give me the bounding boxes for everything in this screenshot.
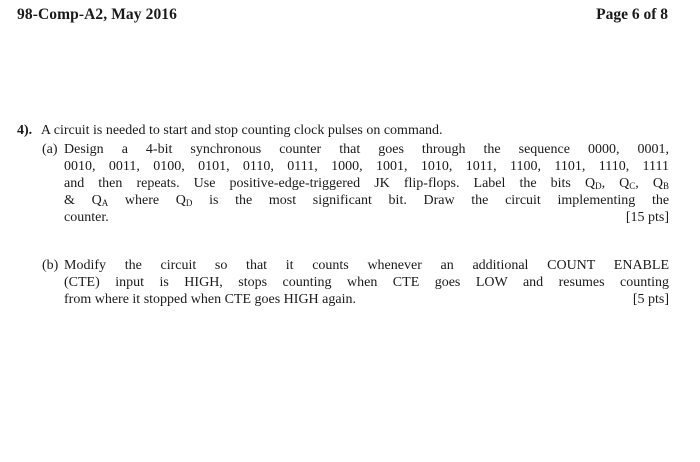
question-number: 4). xyxy=(17,123,33,138)
points-badge: [5 pts] xyxy=(632,292,669,307)
part-body xyxy=(64,141,669,226)
text-line: Modify the circuit so that it counts whenever an additional COUNT ENABLE xyxy=(64,258,669,273)
text-line: & $Q_A$ where $Q_D$ is the most significant bit. Draw the circuit implementing the xyxy=(64,193,670,208)
question-part-a xyxy=(42,141,669,226)
bit-label-qb: $Q_B$ xyxy=(652,176,670,191)
text-line: (CTE) input is HIGH, stops counting when CTE goes LOW and resumes counting xyxy=(64,275,669,290)
part-body xyxy=(64,257,669,308)
text-fragment: and then repeats. Use positive-edge-triggered JK flip-flops. Label the bits xyxy=(64,176,571,191)
part-label: (a) xyxy=(42,142,58,157)
text-line: Design a 4-bit synchronous counter that goes through the sequence 0000, 0001, xyxy=(64,142,669,157)
text-line: counter. [15 pts] xyxy=(64,210,669,225)
text-line xyxy=(64,175,669,192)
text-line: from where it stopped when CTE goes HIGH again. [5 pts] xyxy=(64,292,669,307)
text-line: 0010, 0011, 0100, 0101, 0110, 0111, 1000, 1001, 1010, 1011, 1100, 1101, 1110, 1111 xyxy=(64,159,669,174)
question-part-b xyxy=(42,257,669,308)
question-intro: A circuit is needed to start and stop counting clock pulses on command. xyxy=(40,123,443,138)
exam-code-and-date xyxy=(17,6,177,24)
bit-label-qd: $Q_D$, xyxy=(584,176,606,191)
bit-label-qc: $Q_C$, xyxy=(619,176,639,191)
page-number: Page 6 of 8 xyxy=(596,6,668,23)
exam-code: 98-Comp-A2, xyxy=(17,6,108,23)
points-badge: [15 pts] xyxy=(625,210,669,225)
part-label: (b) xyxy=(42,258,59,273)
bit-label-qa: $Q_A$ xyxy=(91,193,109,208)
bit-label-qd: $Q_D$ xyxy=(175,193,193,208)
question-4 xyxy=(17,122,677,139)
exam-date: May 2016 xyxy=(111,6,178,23)
